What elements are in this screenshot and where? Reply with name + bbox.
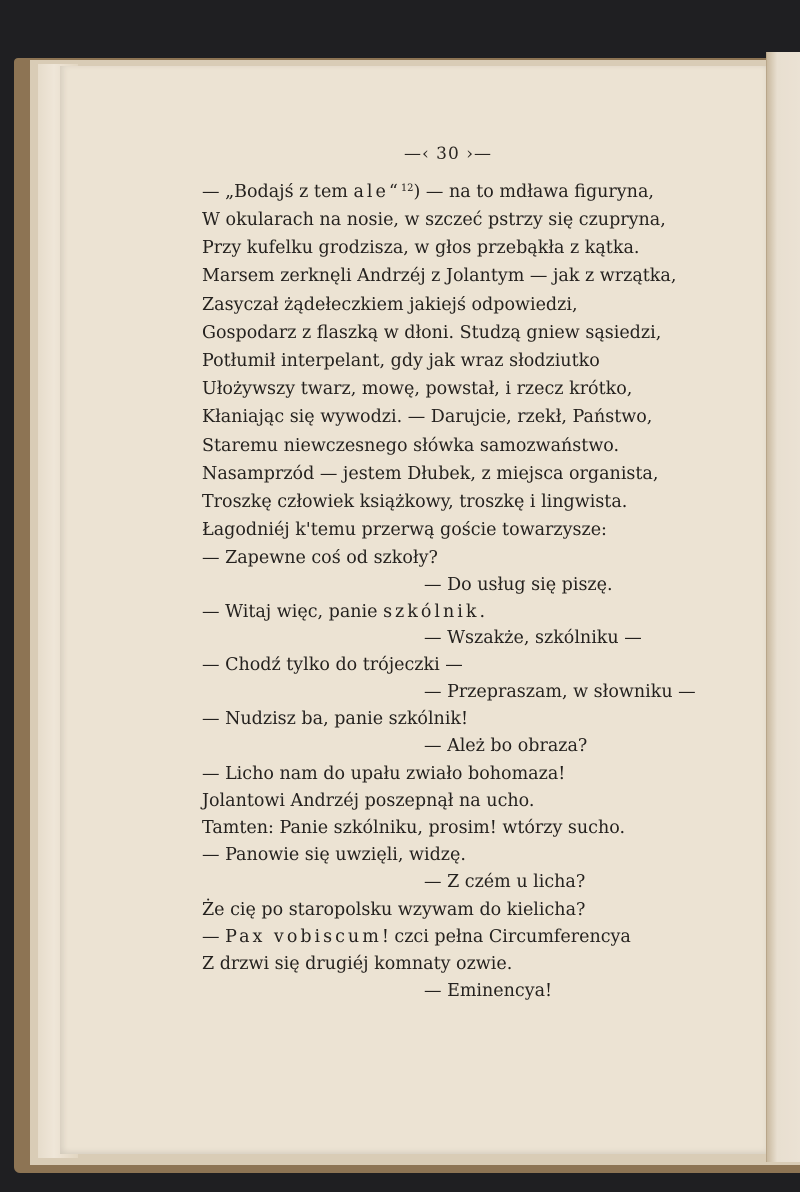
verse-line: Kłaniając się wywodzi. — Darujcie, rzekł, Państwo, (202, 407, 653, 427)
verse-line: — Ależ bo obraza? (424, 736, 588, 756)
verse-line: — Licho nam do upału zwiało bohomaza! (202, 764, 566, 784)
verse-line: Gospodarz z flaszką w dłoni. Studzą gniew sąsiedzi, (202, 323, 662, 343)
verse-line: — Panowie się uwzięli, widzę. (202, 845, 466, 865)
verse-line: — „Bodajś z tem ale“$^{12}$) — na to mdława figuryna, (202, 182, 654, 202)
verse-line: — Przepraszam, w słowniku — (424, 682, 696, 702)
facing-page-edge (766, 52, 800, 1162)
verse-line: Przy kufelku grodzisza, w głos przebąkła z kątka. (202, 238, 640, 258)
verse-line: — Nudzisz ba, panie szkólnik! (202, 709, 469, 729)
verse-line: — Wszakże, szkólniku — (424, 628, 642, 648)
verse-line: Tamten: Panie szkólniku, prosim! wtórzy sucho. (202, 818, 626, 838)
verse-line: — Witaj więc, panie szkólnik. (202, 602, 486, 622)
verse-line: — Chodź tylko do trójeczki — (202, 655, 463, 675)
verse-line: Nasamprzód — jestem Dłubek, z miejsca organista, (202, 464, 659, 484)
verse-line: — Eminencya! (424, 981, 553, 1001)
verse-line: Marsem zerknęli Andrzéj z Jolantym — jak z wrzątka, (202, 266, 677, 286)
verse-line: Staremu niewczesnego słówka samozwaństwo. (202, 436, 620, 456)
verse-line: Jolantowi Andrzéj poszepnął na ucho. (202, 791, 535, 811)
verse-line: Ułożywszy twarz, mowę, powstał, i rzecz krótko, (202, 379, 633, 399)
verse-line: Troszkę człowiek książkowy, troszkę i lingwista. (202, 492, 628, 512)
verse-line: — Do usług się piszę. (424, 575, 613, 595)
verse-line: Łagodniéj k'temu przerwą goście towarzysze: (202, 520, 607, 540)
verse-line: W okularach na nosie, w szczeć pstrzy się czupryna, (202, 210, 666, 230)
verse-line: Z drzwi się drugiéj komnaty ozwie. (202, 954, 513, 974)
verse-line: Że cię po staropolsku wzywam do kielicha? (202, 900, 586, 920)
verse-line: — Zapewne coś od szkoły? (202, 548, 438, 568)
verse-line: — Pax vobiscum! czci pełna Circumferencya (202, 927, 631, 947)
verse-line: — Z czém u licha? (424, 872, 586, 892)
verse-line: Zasyczał żądełeczkiem jakiejś odpowiedzi, (202, 295, 578, 315)
verse-line: Potłumił interpelant, gdy jak wraz słodziutko (202, 351, 600, 371)
page-number: —‹ 30 ›— (403, 144, 493, 164)
